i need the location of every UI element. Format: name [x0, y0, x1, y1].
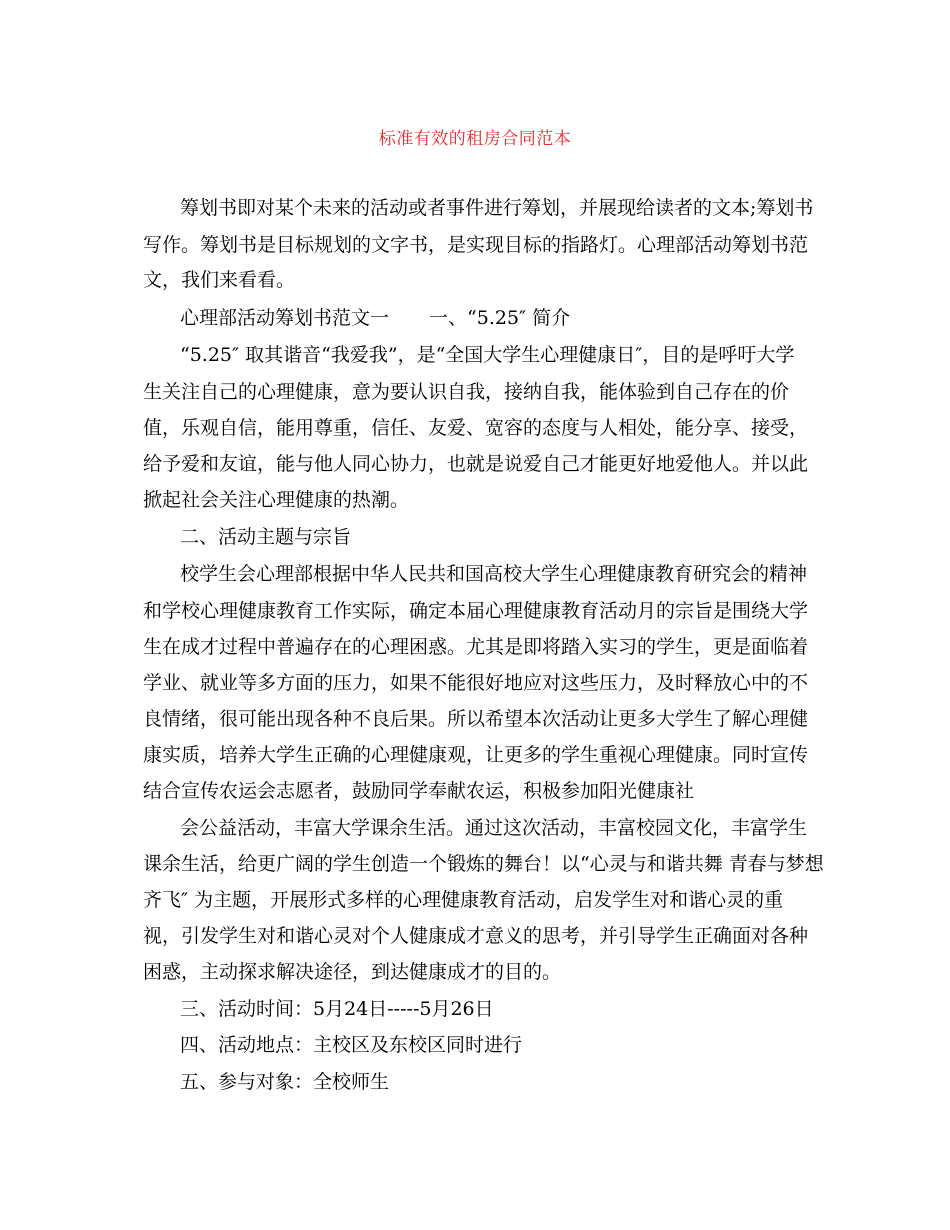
section-heading: 五、参与对象：全校师生 — [180, 1071, 390, 1093]
paragraph-line: 筹划书即对某个未来的活动或者事件进行筹划，并展现给读者的文本;筹划书 — [180, 197, 814, 219]
subtitle: 心理部活动筹划书范文一 — [180, 307, 390, 329]
paragraph-line: 生关注自己的心理健康，意为要认识自我，接纳自我，能体验到自己存在的价 — [143, 381, 790, 403]
paragraph-line: 校学生会心理部根据中华人民共和国高校大学生心理健康教育研究会的精神 — [180, 563, 808, 585]
paragraph-line: 和学校心理健康教育工作实际，确定本届心理健康教育活动月的宗旨是围绕大学 — [143, 600, 809, 622]
paragraph-line: 良情绪，很可能出现各种不良后果。所以希望本次活动让更多大学生了解心理健 — [143, 708, 809, 730]
paragraph-line: 会公益活动，丰富大学课余生活。通过这次活动，丰富校园文化，丰富学生 — [180, 817, 808, 839]
section-heading: 一、“5.25″ 简介 — [429, 307, 571, 329]
paragraph-line: 困惑，主动探求解决途径，到达健康成才的目的。 — [143, 961, 562, 983]
paragraph-line: 视，引发学生对和谐心灵对个人健康成才意义的思考，并引导学生正确面对各种 — [143, 925, 809, 947]
document-title: 标准有效的租房合同范本 — [378, 129, 572, 149]
section-heading-line — [180, 306, 570, 330]
paragraph-line: 学业、就业等多方面的压力，如果不能很好地应对这些压力，及时释放心中的不 — [143, 672, 809, 694]
section-heading: 二、活动主题与宗旨 — [180, 526, 352, 548]
paragraph-line: 值，乐观自信，能用尊重，信任、友爱、宽容的态度与人相处，能分享、接受， — [143, 417, 809, 439]
paragraph-line: 写作。筹划书是目标规划的文字书，是实现目标的指路灯。心理部活动筹划书范 — [143, 234, 809, 256]
paragraph-line: 结合宣传农运会志愿者，鼓励同学奉献农运，积极参加阳光健康社 — [143, 780, 695, 802]
paragraph-line: 课余生活，给更广阔的学生创造一个锻炼的舞台！以“心灵与和谐共舞 青春与梦想 — [143, 853, 824, 875]
paragraph-line: 文，我们来看看。 — [143, 269, 296, 291]
section-heading: 三、活动时间：5月24日-----5月26日 — [180, 998, 494, 1020]
paragraph-line: 给予爱和友谊，能与他人同心协力，也就是说爱自己才能更好地爱他人。并以此 — [143, 453, 809, 475]
section-heading: 四、活动地点：主校区及东校区同时进行 — [180, 1034, 523, 1056]
paragraph-line: 掀起社会关注心理健康的热潮。 — [143, 489, 410, 511]
paragraph-line: 康实质，培养大学生正确的心理健康观，让更多的学生重视心理健康。同时宣传 — [143, 744, 809, 766]
paragraph-line: 生在成才过程中普遍存在的心理困惑。尤其是即将踏入实习的学生，更是面临着 — [143, 636, 809, 658]
paragraph-line: “5.25″ 取其谐音“我爱我”，是“全国大学生心理健康日″，目的是呼吁大学 — [180, 344, 795, 366]
paragraph-line: 齐飞″ 为主题，开展形式多样的心理健康教育活动，启发学生对和谐心灵的重 — [143, 889, 784, 911]
